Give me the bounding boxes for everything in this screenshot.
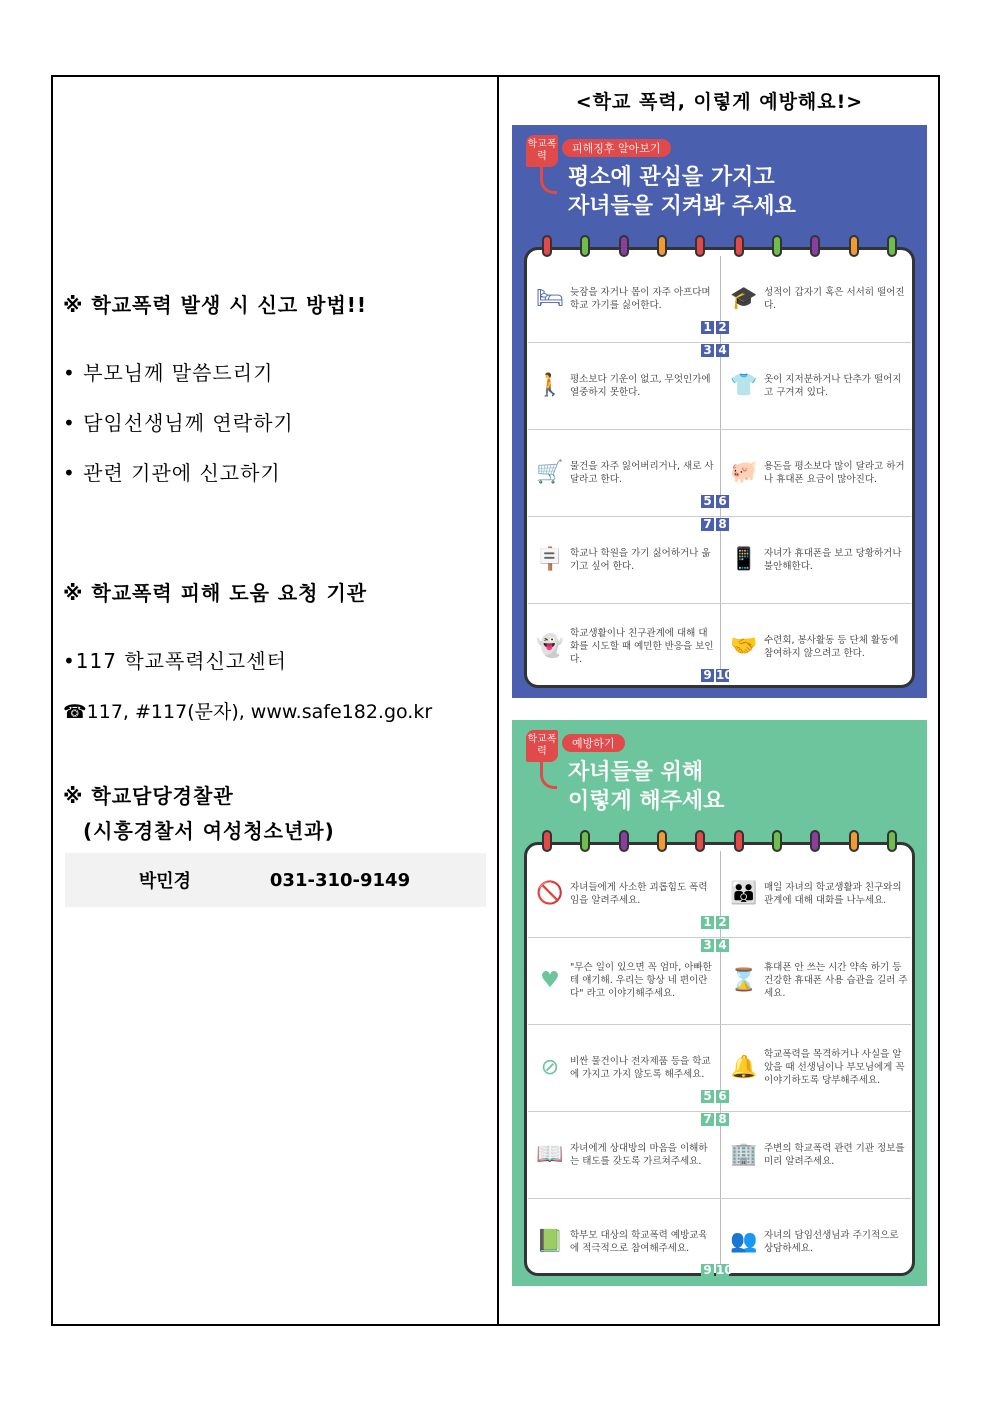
piggy-bank-icon: 🐖 — [730, 460, 758, 485]
item-number-badge: 8 — [716, 518, 729, 531]
ring-icon — [542, 830, 552, 852]
report-heading: ※ 학교폭력 발생 시 신고 방법!! — [63, 293, 368, 317]
tip-text: 학부모 대상의 학교폭력 예방교육에 적극적으로 참여해주세요. — [570, 1229, 708, 1254]
notebook-rings — [542, 830, 897, 854]
ring-icon — [734, 830, 744, 852]
hourglass-icon: ⌛ — [730, 968, 758, 993]
building-icon: 🏢 — [730, 1142, 758, 1167]
item-number-badge: 10 — [716, 1263, 733, 1277]
item-numbers — [700, 915, 730, 930]
ring-icon — [772, 830, 782, 852]
ring-icon — [849, 830, 859, 852]
ring-icon — [887, 830, 897, 852]
tip-item — [724, 437, 909, 508]
tip-text: 주변의 학교폭력 관련 기관 정보를 미리 알려주세요. — [764, 1142, 905, 1167]
item-number-badge: 2 — [716, 321, 729, 334]
cart-icon: 🛒 — [536, 460, 564, 485]
ring-icon — [849, 235, 859, 257]
book-icon: 📗 — [536, 1229, 564, 1254]
item-number-badge: 1 — [701, 916, 714, 929]
tip-text: 학교나 학원을 가기 싫어하거나 옮기고 싶어 한다. — [570, 547, 711, 572]
row-separator — [528, 603, 911, 604]
report-method-2: • 담임선생님께 연락하기 — [63, 411, 294, 435]
tip-text: 평소보다 기운이 없고, 무엇인가에 열중하지 못한다. — [570, 373, 711, 398]
headline-line-1: 자녀들을 위해 — [568, 760, 704, 785]
center-name: •117 학교폭력신고센터 — [63, 649, 287, 673]
item-number-badge: 3 — [701, 939, 714, 952]
ring-icon — [810, 235, 820, 257]
tip-item — [724, 945, 909, 1016]
tip-item — [724, 524, 909, 595]
item-number-badge: 7 — [701, 1113, 714, 1126]
center-contact: ☎117, #117(문자), www.safe182.go.kr — [63, 701, 433, 723]
tip-item — [530, 611, 715, 682]
tip-text: 학교폭력을 목격하거나 사실을 알았을 때 선생님이나 부모님에게 꼭 이야기하도록 당부해주세요. — [764, 1049, 905, 1086]
tip-text: 옷이 지저분하거나 단추가 떨어지고 구겨져 있다. — [764, 373, 902, 398]
graduation-cap-icon: 🎓 — [730, 286, 758, 311]
tip-text: 성적이 갑자기 혹은 서서히 떨어진다. — [764, 286, 905, 311]
tip-item — [530, 1119, 715, 1190]
tip-text: 물건을 자주 잃어버리거나, 새로 사달라고 한다. — [570, 460, 714, 485]
row-separator — [528, 1024, 911, 1025]
phone-icon: 📱 — [730, 547, 758, 572]
ring-icon — [542, 235, 552, 257]
ring-icon — [772, 235, 782, 257]
bed-icon: 🛏 — [536, 286, 564, 311]
item-number-badge: 6 — [716, 1090, 729, 1103]
item-number-badge: 7 — [701, 518, 714, 531]
poster-tag: 예방하기 — [562, 734, 625, 752]
tip-item — [530, 945, 715, 1016]
report-method-3: • 관련 기관에 신고하기 — [63, 461, 281, 485]
item-number-badge: 5 — [701, 495, 714, 508]
heart-icon: ♥ — [540, 968, 560, 993]
document-frame — [51, 75, 940, 1326]
item-number-badge: 4 — [716, 344, 729, 357]
board-divider — [720, 851, 721, 1267]
tip-item — [530, 1032, 715, 1103]
help-heading: ※ 학교폭력 피해 도움 요청 기관 — [63, 581, 368, 605]
ring-icon — [657, 830, 667, 852]
open-book-icon: 📖 — [536, 1142, 564, 1167]
tip-item — [530, 1206, 715, 1277]
item-numbers — [700, 343, 730, 358]
officer-row — [65, 853, 486, 907]
item-number-badge: 9 — [701, 669, 714, 682]
ring-icon — [887, 235, 897, 257]
left-column — [53, 77, 497, 1324]
row-separator — [528, 1198, 911, 1199]
item-numbers — [700, 668, 733, 683]
headline-line-2: 자녀들을 지켜봐 주세요 — [568, 194, 796, 219]
right-column — [499, 77, 940, 1324]
tip-text: 늦잠을 자거나 몸이 자주 아프다며 학교 가기를 싫어한다. — [570, 286, 711, 311]
no-phone-icon: ⊘ — [540, 1055, 560, 1080]
poster-headline — [568, 758, 724, 816]
ring-icon — [695, 830, 705, 852]
tip-item — [724, 1032, 909, 1103]
item-number-badge: 5 — [701, 1090, 714, 1103]
sad-person-icon: 🚶 — [536, 373, 564, 398]
bell-icon: 🔔 — [730, 1055, 758, 1080]
ring-icon — [619, 235, 629, 257]
item-number-badge: 2 — [716, 916, 729, 929]
tip-item — [530, 350, 715, 421]
item-number-badge: 3 — [701, 344, 714, 357]
consult-icon: 👥 — [730, 1229, 758, 1254]
headline-line-2: 이렇게 해주세요 — [568, 789, 725, 814]
handshake-icon: 🤝 — [730, 634, 758, 659]
tip-text: 자녀가 휴대폰을 보고 당황하거나 불안해한다. — [764, 547, 902, 572]
police-heading: ※ 학교담당경찰관 — [63, 784, 234, 808]
tip-item — [530, 524, 715, 595]
family-talk-icon: 👪 — [730, 881, 758, 906]
no-icon: 🚫 — [536, 881, 564, 906]
item-numbers — [700, 517, 730, 532]
tip-item — [530, 263, 715, 334]
tip-item — [724, 263, 909, 334]
prevention-title: <학교 폭력, 이렇게 예방해요!> — [575, 91, 864, 113]
row-separator — [528, 429, 911, 430]
tip-text: 학교생활이나 친구관계에 대해 대화를 시도할 때 예민한 반응을 보인다. — [570, 628, 714, 665]
item-numbers — [700, 1112, 730, 1127]
prevention-poster — [512, 720, 927, 1286]
ring-icon — [580, 830, 590, 852]
tip-text: 휴대폰 안 쓰는 시간 약속 하기 등 건강한 휴대폰 사용 습관을 길러 주세요. — [764, 962, 908, 999]
tip-text: 비싼 물건이나 전자제품 등을 학교에 가지고 가지 않도록 해주세요. — [570, 1055, 711, 1080]
item-number-badge: 4 — [716, 939, 729, 952]
tip-text: 자녀에게 상대방의 마음을 이해하는 태도를 갖도록 가르쳐주세요. — [570, 1142, 708, 1167]
signpost-icon: 🪧 — [536, 547, 564, 572]
item-numbers — [700, 1263, 733, 1278]
tip-item — [724, 1119, 909, 1190]
ring-icon — [695, 235, 705, 257]
badge-hook-icon — [540, 760, 557, 789]
report-method-1: • 부모님께 말씀드리기 — [63, 361, 274, 385]
ring-icon — [657, 235, 667, 257]
tip-item — [530, 437, 715, 508]
item-numbers — [700, 494, 730, 509]
item-number-badge: 1 — [701, 321, 714, 334]
badge-hook-icon — [540, 165, 557, 194]
tip-text: "무슨 일이 있으면 꼭 엄마, 아빠한테 얘기해. 우리는 항상 네 편이란다" 라고 이야기해주세요. — [570, 962, 712, 999]
warning-signs-poster — [512, 125, 927, 698]
tip-item — [724, 350, 909, 421]
officer-name: 박민경 — [138, 871, 192, 892]
headline-line-1: 평소에 관심을 가지고 — [568, 165, 775, 190]
item-number-badge: 8 — [716, 1113, 729, 1126]
ring-icon — [580, 235, 590, 257]
notebook-rings — [542, 235, 897, 259]
ring-icon — [810, 830, 820, 852]
tip-item — [724, 858, 909, 929]
tip-item — [724, 1206, 909, 1277]
tip-item — [724, 611, 909, 682]
poster-tag: 피해징후 알아보기 — [562, 139, 671, 157]
item-numbers — [700, 320, 730, 335]
poster-headline — [568, 163, 796, 221]
item-number-badge: 9 — [701, 1264, 714, 1277]
school-violence-badge: 학교폭력 — [526, 730, 558, 762]
tip-text: 자녀들에게 사소한 괴롭힘도 폭력임을 알려주세요. — [570, 881, 708, 906]
item-number-badge: 6 — [716, 495, 729, 508]
ring-icon — [619, 830, 629, 852]
tshirt-icon: 👕 — [730, 373, 758, 398]
school-violence-badge: 학교폭력 — [526, 135, 558, 167]
item-numbers — [700, 1089, 730, 1104]
ring-icon — [734, 235, 744, 257]
tip-text: 수련회, 봉사활동 등 단체 활동에 참여하지 않으려고 한다. — [764, 634, 899, 659]
police-subheading: (시흥경찰서 여성청소년과) — [83, 819, 335, 843]
item-numbers — [700, 938, 730, 953]
tip-item — [530, 858, 715, 929]
tip-text: 용돈을 평소보다 많이 달라고 하거나 휴대폰 요금이 많아진다. — [764, 460, 905, 485]
ghost-icon: 👻 — [536, 634, 564, 659]
item-number-badge: 10 — [716, 668, 733, 682]
tip-text: 자녀의 담임선생님과 주기적으로 상담하세요. — [764, 1229, 899, 1254]
tip-text: 매일 자녀의 학교생활과 친구와의 관계에 대해 대화를 나누세요. — [764, 881, 902, 906]
officer-phone: 031-310-9149 — [269, 869, 411, 891]
